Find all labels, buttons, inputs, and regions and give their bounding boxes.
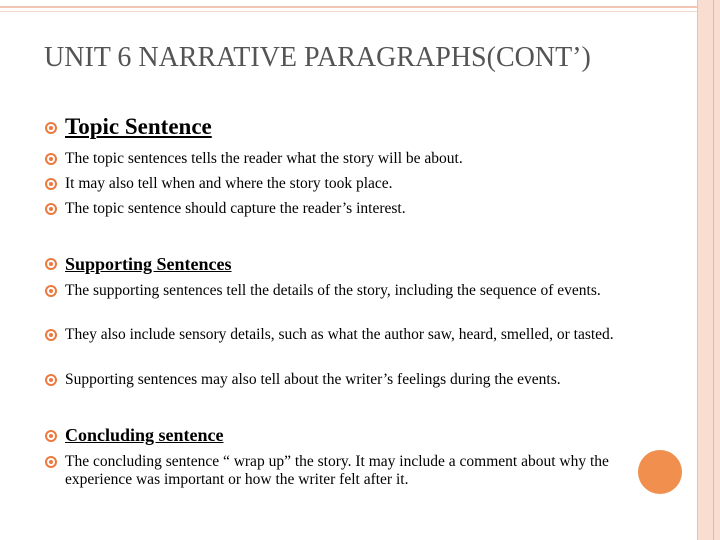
list-item: The topic sentence should capture the reader’s interest. — [65, 200, 406, 217]
list-item: They also include sensory details, such as what the author saw, heard, smelled, or tasted. — [65, 326, 614, 343]
frame-line-top-thin — [0, 11, 700, 12]
bullet-icon — [44, 327, 62, 343]
bullet-icon — [44, 256, 62, 272]
bullet-icon — [44, 283, 62, 299]
bullet-icon — [44, 151, 62, 167]
list-item: The concluding sentence “ wrap up” the story. It may include a comment about why the experience was important or how the writer felt after it. — [65, 453, 609, 488]
list-item: The supporting sentences tell the details of the story, including the sequence of events. — [65, 282, 601, 299]
bullet-icon — [44, 201, 62, 217]
list-item: Supporting sentences may also tell about the writer’s feelings during the events. — [65, 371, 561, 388]
frame-band-right — [697, 0, 720, 540]
bullet-icon — [44, 454, 62, 470]
frame-line-top — [0, 6, 700, 8]
list-item: It may also tell when and where the story took place. — [65, 175, 393, 192]
section-heading-supporting: Supporting Sentences — [65, 254, 232, 274]
slide-title: UNIT 6 NARRATIVE PARAGRAPHS(CONT’) — [44, 42, 591, 73]
bullet-icon — [44, 176, 62, 192]
section-heading-topic: Topic Sentence — [65, 114, 212, 139]
bullet-icon — [44, 372, 62, 388]
frame-line-right — [713, 0, 714, 540]
bullet-icon — [44, 120, 62, 136]
bullet-icon — [44, 428, 62, 444]
section-heading-concluding: Concluding sentence — [65, 425, 224, 445]
list-item: The topic sentences tells the reader what the story will be about. — [65, 150, 463, 167]
